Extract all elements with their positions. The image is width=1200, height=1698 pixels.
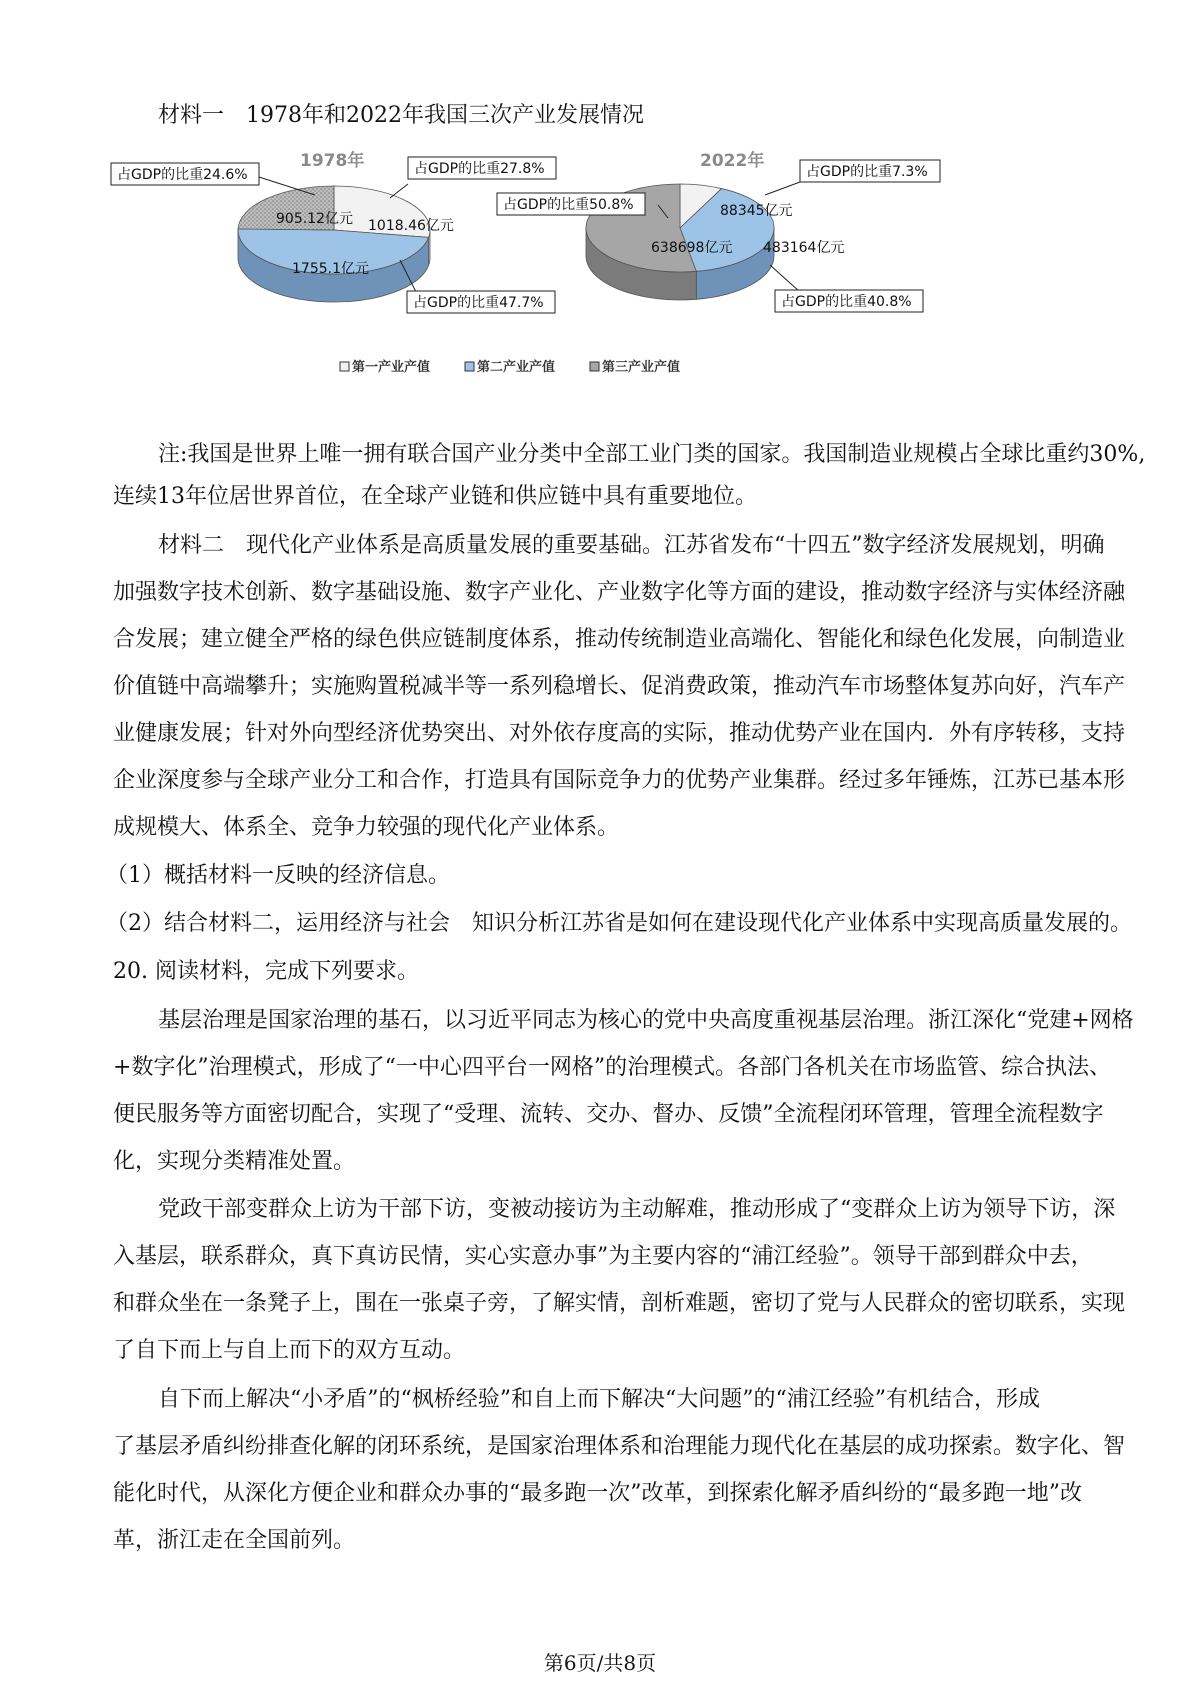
svg-text:第一产业产值: 第一产业产值	[352, 360, 431, 375]
para2-line-4: 了自下而上与自上而下的双方互动。	[113, 1338, 466, 1363]
chart-2022-share-secondary	[775, 290, 923, 312]
chart-2022-title: 2022年	[700, 151, 765, 171]
material2-line-6: 企业深度参与全球产业分工和合作，打造具有国际竞争力的优势产业集群。经过多年锤炼，江苏已基本形	[113, 768, 1126, 793]
page-footer: 第6页/共8页	[543, 1651, 657, 1675]
svg-text:第三产业产值: 第三产业产值	[602, 360, 681, 375]
chart-2022-value-secondary: 483164亿元	[763, 240, 845, 256]
para1-line-4: 化，实现分类精准处置。	[113, 1149, 356, 1174]
material1-label: 材料一	[158, 103, 225, 128]
svg-text:占GDP的比重24.6%: 占GDP的比重24.6%	[117, 167, 248, 183]
legend-item-tertiary	[590, 359, 680, 375]
chart-1978-share-tertiary	[111, 163, 259, 185]
pie-charts	[0, 140, 1200, 390]
svg-text:占GDP的比重27.8%: 占GDP的比重27.8%	[414, 161, 545, 177]
chart-legend	[340, 359, 680, 375]
chart-2022-share-tertiary	[497, 193, 645, 215]
para2-line-1: 党政干部变群众上访为干部下访，变被动接访为主动解难，推动形成了“变群众上访为领导下访，深	[158, 1197, 1116, 1222]
para3-line-1: 自下而上解决“小矛盾”的“枫桥经验”和自上而下解决“大问题”的“浦江经验”有机结合，形成	[158, 1387, 1040, 1412]
chart-1978-title: 1978年	[300, 151, 365, 171]
svg-text:第二产业产值: 第二产业产值	[477, 360, 556, 375]
question-1: （1）概括材料一反映的经济信息。	[106, 863, 450, 888]
legend-item-secondary	[465, 359, 555, 375]
note-line-1: 注:我国是世界上唯一拥有联合国产业分类中全部工业门类的国家。我国制造业规模占全球比重约30%,	[158, 442, 1146, 467]
question-20-heading: 20. 阅读材料，完成下列要求。	[113, 959, 419, 984]
legend-item-primary	[340, 359, 430, 375]
para2-line-2: 入基层，联系群众，真下真访民情，实心实意办事”为主要内容的“浦江经验”。领导干部到群众中去，	[113, 1244, 1093, 1269]
material1-title	[158, 101, 644, 131]
svg-text:占GDP的比重47.7%: 占GDP的比重47.7%	[413, 295, 544, 311]
material2-line-4: 价值链中高端攀升；实施购置税减半等一系列稳增长、促消费政策，推动汽车市场整体复苏向好，汽车产	[113, 674, 1126, 699]
material2-line-3: 合发展；建立健全严格的绿色供应链制度体系，推动传统制造业高端化、智能化和绿色化发展，向制造业	[113, 627, 1126, 652]
material2-line-1: 材料二 现代化产业体系是高质量发展的重要基础。江苏省发布“十四五”数字经济发展规划，明确	[158, 533, 1105, 558]
chart-2022-value-tertiary: 638698亿元	[651, 240, 733, 256]
note-line-2: 连续13年位居世界首位，在全球产业链和供应链中具有重要地位。	[113, 484, 757, 509]
chart-2022-share-primary	[800, 160, 940, 182]
chart-1978-value-secondary: 1755.1亿元	[292, 261, 369, 277]
chart-1978-share-primary	[408, 157, 556, 179]
para1-line-2: +数字化”治理模式，形成了“一中心四平台一网格”的治理模式。各部门各机关在市场监管、综合执法、	[113, 1055, 1112, 1080]
question-2: （2）结合材料二，运用经济与社会 知识分析江苏省是如何在建设现代化产业体系中实现高质量发展的。	[106, 911, 1133, 936]
material2-line-5: 业健康发展；针对外向型经济优势突出、对外依存度高的实际，推动优势产业在国内．外有序转移，支持	[113, 721, 1126, 746]
chart-1978-share-secondary	[407, 291, 555, 313]
para3-line-2: 了基层矛盾纠纷排查化解的闭环系统，是国家治理体系和治理能力现代化在基层的成功探索。数字化、智	[113, 1434, 1126, 1459]
chart-2022-value-primary: 88345亿元	[720, 203, 793, 219]
para2-line-3: 和群众坐在一条凳子上，围在一张桌子旁，了解实情，剖析难题，密切了党与人民群众的密切联系，实现	[113, 1291, 1126, 1316]
svg-text:占GDP的比重40.8%: 占GDP的比重40.8%	[781, 294, 912, 310]
chart-2022	[497, 150, 940, 312]
material1-heading: 1978年和2022年我国三次产业发展情况	[246, 103, 644, 128]
chart-1978-value-primary: 1018.46亿元	[368, 218, 454, 234]
para1-line-1: 基层治理是国家治理的基石，以习近平同志为核心的党中央高度重视基层治理。浙江深化“党建+网格	[158, 1008, 1134, 1033]
material2-line-2: 加强数字技术创新、数字基础设施、数字产业化、产业数字化等方面的建设，推动数字经济与实体经济融	[113, 580, 1126, 605]
svg-text:占GDP的比重7.3%: 占GDP的比重7.3%	[806, 164, 928, 180]
chart-1978-value-tertiary: 905.12亿元	[276, 211, 353, 227]
svg-text:占GDP的比重50.8%: 占GDP的比重50.8%	[503, 197, 634, 213]
material2-line-7: 成规模大、体系全、竞争力较强的现代化产业体系。	[113, 815, 620, 840]
chart-1978	[111, 150, 556, 313]
para3-line-3: 能化时代，从深化方便企业和群众办事的“最多跑一次”改革，到探索化解矛盾纠纷的“最多跑一地”改	[113, 1481, 1082, 1506]
para1-line-3: 便民服务等方面密切配合，实现了“受理、流转、交办、督办、反馈”全流程闭环管理，管理全流程数字	[113, 1102, 1104, 1127]
para3-line-4: 革，浙江走在全国前列。	[113, 1528, 356, 1553]
